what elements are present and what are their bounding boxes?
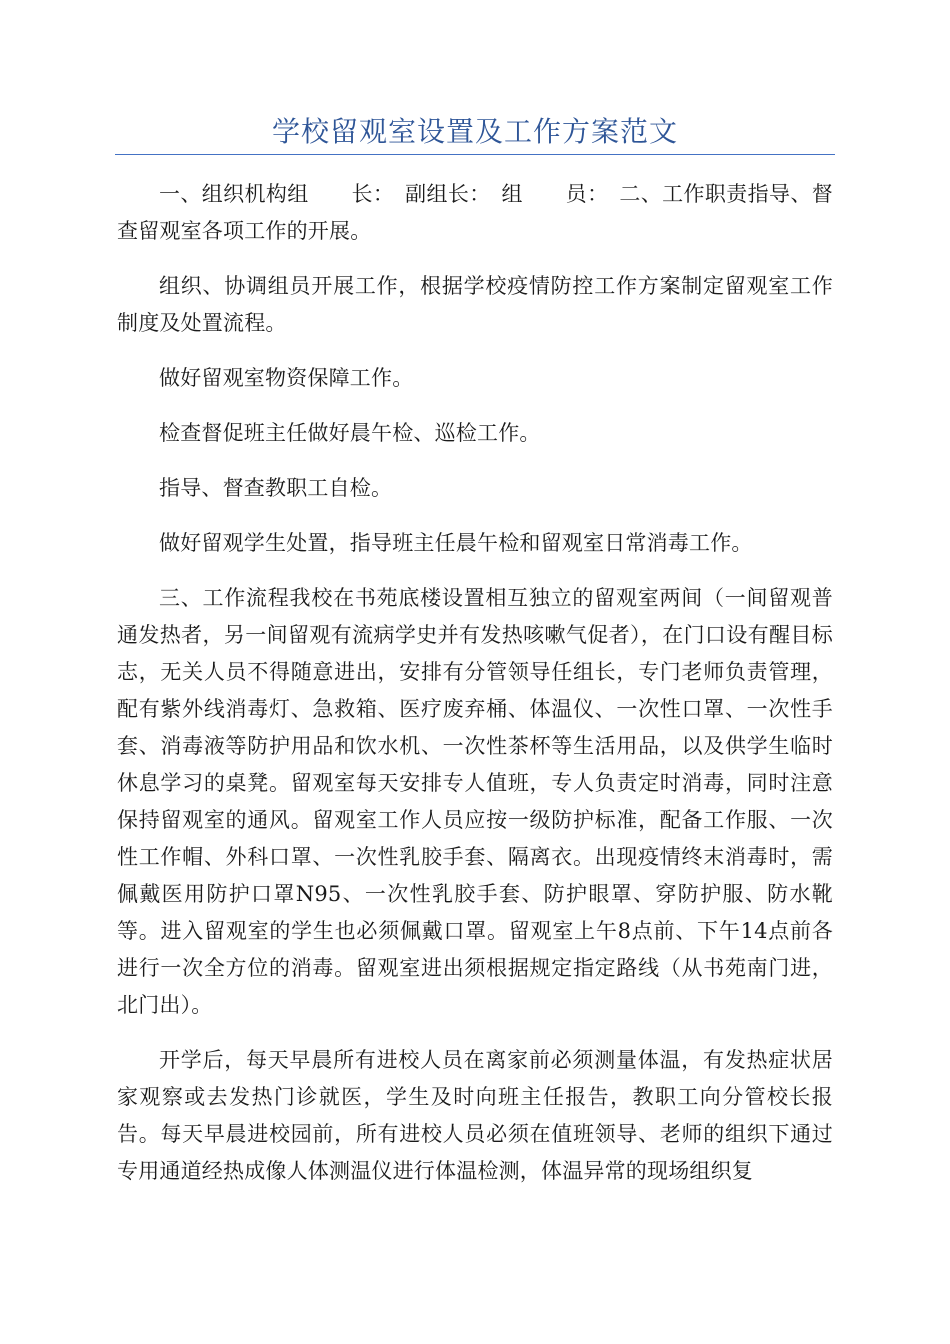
paragraph-organization: 一、组织机构组 长： 副组长： 组 员： 二、工作职责指导、督查留观室各项工作的开展。 [117,182,833,243]
paragraph-after-school-start: 开学后，每天早晨所有进校人员在离家前必须测量体温，有发热症状居家观察或去发热门诊就医，学生及时向班主任报告，教职工向分管校长报告。每天早晨进校园前，所有进校人员必须在值班领导、老师的组织下通过专用通道经热成像人体测温仪进行体温检测，体温异常的现场组织复 [117,1048,833,1183]
paragraph-inspection: 检查督促班主任做好晨午检、巡检工作。 [159,421,541,445]
paragraph-supplies: 做好留观室物资保障工作。 [159,366,414,390]
document-title: 学校留观室设置及工作方案范文 [271,115,678,148]
document-body [117,176,833,1208]
title-underline [115,154,835,155]
paragraph-workflow: 三、工作流程我校在书苑底楼设置相互独立的留观室两间（一间留观普通发热者，另一间留观有流病学史并有发热咳嗽气促者），在门口设有醒目标志，无关人员不得随意进出，安排有分管领导任组长，专门老师负责管理，配有紫外线消毒灯、急救箱、医疗废弃桶、体温仪、一次性口罩、一次性手套、消毒液等防护用品和饮水机、一次性茶杯等生活用品，以及供学生临时休息学习的桌凳。留观室每天安排专人值班，专人负责定时消毒，同时注意保持留观室的通风。留观室工作人员应按一级防护标准，配备工作服、一次性工作帽、外科口罩、一次性乳胶手套、隔离衣。出现疫情终末消毒时，需佩戴医用防护口罩N95、一次性乳胶手套、防护眼罩、穿防护服、防水靴等。进入留观室的学生也必须佩戴口罩。留观室上午8点前、下午14点前各进行一次全方位的消毒。留观室进出须根据规定指定路线（从书苑南门进，北门出）。 [117,586,833,1017]
paragraph-student-handling: 做好留观学生处置，指导班主任晨午检和留观室日常消毒工作。 [159,531,753,555]
paragraph-staff-selfcheck: 指导、督查教职工自检。 [159,476,393,500]
paragraph-coordination: 组织、协调组员开展工作，根据学校疫情防控工作方案制定留观室工作制度及处置流程。 [117,274,833,335]
